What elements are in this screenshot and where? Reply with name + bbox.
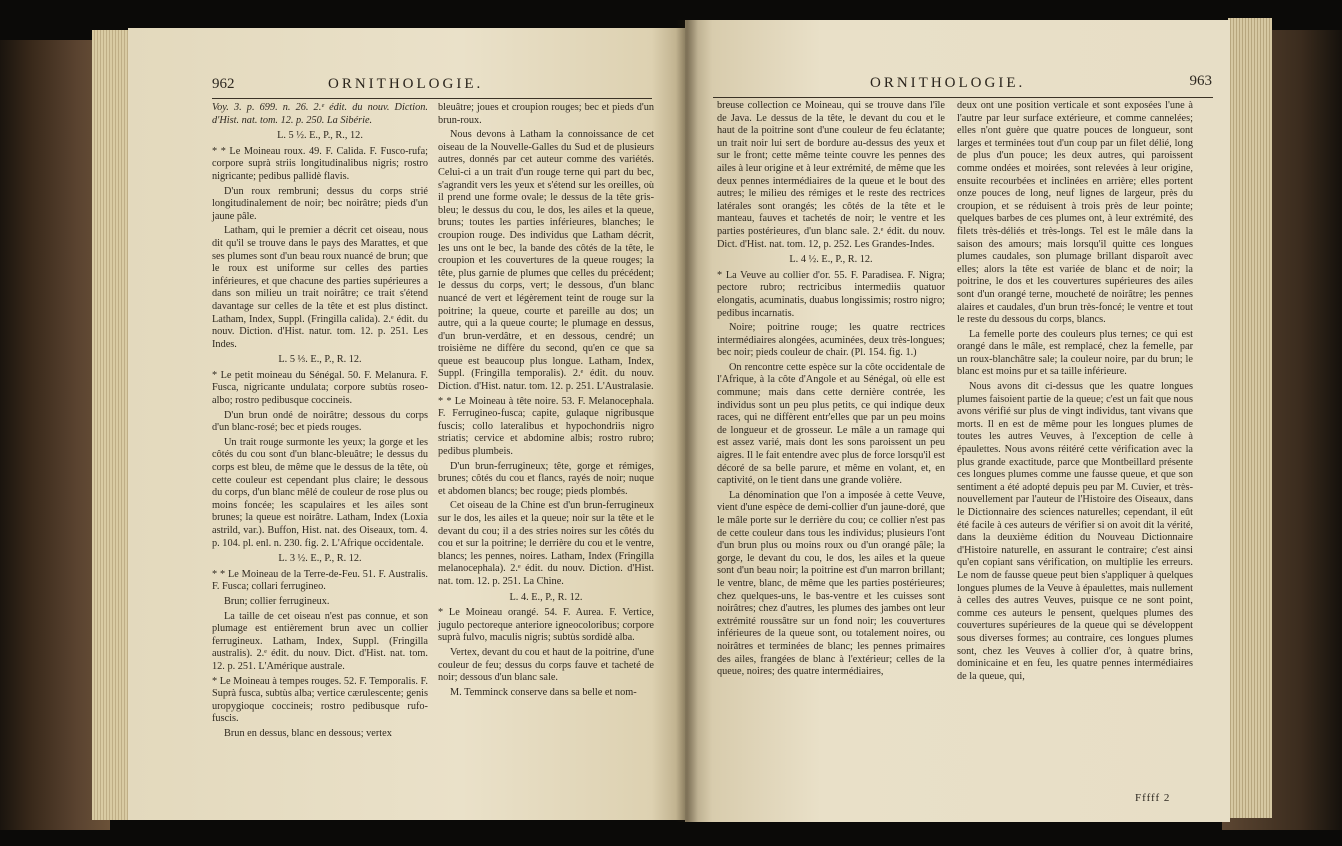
paragraph: Nous avons dit ci-dessus que les quatre longues plumes faisoient partie de la queue; c'est un fait que nous avons vérifié sur plus de vingt individus, tant vivans que morts. Il en est de même pour les longues plumes de toutes les autres Veuves, à l'exception de celle à épaulettes. Nous avons réitéré cette vérification avec la plus grande exactitude, parce que Montbeillard présente ces longues plumes comme une fausse queue, et que son sentiment a été adopté depuis peu par M. Cuvier, et très-nouvellement par l'auteur de l'Histoire des Oiseaux, dans le Dictionnaire des sciences naturelles; cependant, il eût été facile à ces auteurs de vérifier si on avoit dit la vérité, dans la deuxième édition du Nouveau Dictionnaire d'Histoire naturelle, en assurant le contraire; c'est ainsi qu'en copiant sans vérification, on multiplie les erreurs. Le nom de fausse queue peut bien s'appliquer à quelques longues plumes de la Veuve à épaulettes, mais nullement à celles des autres Veuves, puisque ce ne sont point, comme ces auteurs le pensent, quelques plumes des couvertures supérieures de la queue qui se développent sous diverses formes; au contraire, ces longues plumes sont, chez les Veuves à collier d'or, à quatre brins, dominicaine et en feu, les quatre pennes intermédiaires de la queue, qui, — [957, 381, 1193, 682]
entry-heading: bleuâtre; joues et croupion rouges; bec et pieds d'un brun-roux. — [438, 102, 654, 126]
signature-mark: Fffff 2 — [1135, 792, 1171, 804]
left-head-rule — [212, 98, 652, 99]
paragraph: La dénomination que l'on a imposée à cette Veuve, vient d'une espèce de demi-collier d'un jaune-doré, que le mâle porte sur le derrière du cou; ce collier n'est pas de cette couleur dans tous les individus; plusieurs l'ont d'un brun plus ou moins roux ou d'un orangé pâle; la gorge, le devant du cou, le dos, les ailes et la queue sont d'un beau noir; la poitrine est d'un marron brillant; le ventre, blanc, de même que les parties postérieures; chez quelques-uns, le bas-ventre et les cuisses sont noirâtres; chez d'autres, les plumes des jambes ont leur extrémité roussâtre sur un fond noir; les couvertures inférieures de la queue sont, ou totalement noires, ou noirâtres et terminées de blanc; les pennes primaires des ailes, frangées de blanc à l'extérieur; celles de la queue, noires; des quatre intermédiaires, — [717, 489, 945, 678]
measurement-line: L. 4 ½. E., P., R. 12. — [789, 254, 873, 266]
entry-heading: breuse collection ce Moineau, qui se trouve dans l'île de Java. Le dessus de la tête, le devant du cou et le haut de la poitrine sont d'une couleur de feu éclatante; un trait noir lui sert de bordure au-dessus des yeux et sur le front; cette même teinte couvre les pennes des ailes à leur origine et à leur extrémité, de même que les deux pennes intermédiaires de la queue et le bout des autres; le milieu des rémiges et le reste des rectrices latérales sont orangés; les côtés de la tête et le manteau, fauves et tachetés de noir; le ventre et les parties postérieures, d'un blanc sale. 2.ᵉ édit. du nouv. Dict. d'Hist. nat. tom. 12, p. 252. Les Grandes-Indes. — [717, 100, 945, 250]
left-page-number: 962 — [212, 76, 235, 92]
left-column-1 — [212, 102, 428, 743]
paragraph: Noire; poitrine rouge; les quatre rectrices intermédiaires alongées, acuminées, deux très-longues; bec noir; pieds couleur de chair. (Pl. 154. fig. 1.) — [717, 322, 945, 359]
paragraph: Nous devons à Latham la connoissance de cet oiseau de la Nouvelle-Galles du Sud et de plusieurs autres, donnés par cet auteur comme des variétés. Celui-ci a un trait d'un rouge terne qui part du bec, s'agrandit vers les yeux et s'étend sur les oreilles, où il prend une forme ovale; le dessus de la tête gris-bleu; le dessus du cou, le dos, les ailes et la queue, bruns; toutes les parties inférieures, blanches; le croupion rouge. Des individus que Latham décrit, les uns ont le bec, la bande des côtés de la tête, le croupion et les couvertures de la queue rouges; la tête, plus garnie de plumes que celles du précédent; le dessus du corps, vert; le dessous, d'un blanc nuancé de vert et légèrement teint de rouge sur la poitrine; la queue, courte et pareille au dos; un autre, qui a la queue courte; le plumage en dessus, d'un brun-verdâtre, et en dessous, cendré; un troisième ne diffère du second, qu'en ce que sa queue est beaucoup plus longue. Latham, Index, Suppl. (Fringilla temporalis). 2.ᵉ édit. du nouv. Diction. d'Hist. natur. tom. 12. p. 251. L'Australasie. — [438, 129, 654, 393]
right-head-rule — [713, 97, 1213, 98]
paragraph: Voy. 3. p. 699. n. 26. 2.ᵉ édit. du nouv. Diction. d'Hist. nat. tom. 12. p. 250. La Sibérie. — [212, 102, 428, 126]
paragraph: M. Temminck conserve dans sa belle et nom- — [450, 686, 637, 698]
entry-heading: * * Le Moineau roux. 49. F. Calida. F. Fusco-rufa; corpore suprà striis longitudinalibus nigris; rostro nigricante; pedibus pallidè flavis. — [212, 145, 428, 182]
measurement-line: L. 5 ⅓. E., P., R. 12. — [278, 354, 362, 366]
page-edges-right — [1228, 18, 1272, 818]
entry-heading: * * Le Moineau de la Terre-de-Feu. 51. F. Australis. F. Fusca; collari ferrugineo. — [212, 568, 428, 593]
entry-heading: * * Le Moineau à tête noire. 53. F. Melanocephala. F. Ferrugineo-fusca; capite, gulaque nigribusque fuscis; collo lateralibus et hypochondriis nigro striatis; cervice et abdomine albis; rostro rubro; pedibus plumbeis. — [438, 395, 654, 458]
paragraph: D'un roux rembruni; dessus du corps strié longitudinalement de noir; bec noirâtre; pieds d'un jaune pâle. — [212, 185, 428, 222]
right-running-head: ORNITHOLOGIE. — [870, 75, 1026, 91]
paragraph: Vertex, devant du cou et haut de la poitrine, d'une couleur de feu; dessus du corps fauve et tacheté de noir; dessous d'un blanc sale. — [438, 646, 655, 684]
right-page — [685, 20, 1230, 822]
left-page — [128, 28, 685, 820]
paragraph: Brun; collier ferrugineux. — [224, 595, 330, 607]
measurement-line: L. 3 ½. E., P., R. 12. — [278, 553, 362, 565]
entry-heading: * La Veuve au collier d'or. 55. F. Paradisea. F. Nigra; pectore rubro; rectricibus intermediis quatuor elongatis, acuminatis, duabus longissimis; rostro nigro; pedibus incarnatis. — [717, 269, 945, 319]
paragraph: La femelle porte des couleurs plus ternes; ce qui est orangé dans le mâle, est remplacé, chez la femelle, par un roux-blanchâtre sale; la couleur noire, par du brun; le blanc est moins pur et sa taille inférieure. — [957, 328, 1193, 378]
paragraph: La taille de cet oiseau n'est pas connue, et son plumage est entièrement brun avec un collier ferrugineux. Latham, Index, Suppl. (Fringilla australis). 2.ᵉ édit. du nouv. Dict. d'Hist. nat. tom. 12. p. 251. L'Amérique australe. — [212, 610, 428, 672]
left-running-head: ORNITHOLOGIE. — [328, 76, 484, 92]
paragraph: Brun en dessus, blanc en dessous; vertex — [224, 727, 392, 739]
right-page-number: 963 — [1189, 73, 1212, 89]
entry-heading: * Le Moineau orangé. 54. F. Aurea. F. Vertice, jugulo pectoreque anteriore igneocoloribus; corpore suprà fulvo, maculis nigris; subtùs sordidè alba. — [438, 607, 654, 644]
paragraph: Un trait rouge surmonte les yeux; la gorge et les côtés du cou sont d'un blanc-bleuâtre; le dessus du corps est bleu, de même que le dessus de la tête, où cette couleur est cependant plus claire; le dessous du corps, d'un blanc mêlé de couleur de rose plus ou moins foncée; les scapulaires et les ailes sont brunes; la queue est noirâtre. Latham, Index (Loxia astrild, var.). Buffon, Hist. nat. des Oiseaux, tom. 4. p. 104. pl. enl. n. 230. fig. 2. L'Afrique occidentale. — [212, 436, 428, 549]
paragraph: On rencontre cette espèce sur la côte occidentale de l'Afrique, à la côte d'Angole et au Sénégal, où elle est commune; mais dans cette dernière contrée, les individus sont un peu plus petits, ce qui indique deux races, qui ne diffèrent entr'elles que par un peu moins de longueur et de grosseur. Le mâle a un ramage qui est assez varié, mais dont les sons paroissent un peu aigres. Il le fait entendre avec plus de force lorsqu'il est décoré de sa belle parure, et même en volant, et, en captivité, on le tient dans une grande volière. — [717, 361, 945, 487]
paragraph: Cet oiseau de la Chine est d'un brun-ferrugineux sur le dos, les ailes et la queue; noir sur la tête et le devant du cou; il a des stries noires sur les côtés du cou et sur la poitrine; le derrière du cou et le ventre, blancs; les pennes, noires. Latham, Index (Fringilla melanocephala). 2.ᵉ édit. du nouv. Diction. d'Hist. nat. tom. 12. p. 251. La Chine. — [438, 500, 654, 587]
right-column-1 — [717, 100, 945, 681]
paragraph: D'un brun ondé de noirâtre; dessous du corps d'un blanc-rosé; bec et pieds rouges. — [212, 409, 428, 434]
measurement-line: L. 5 ½. E., P., R., 12. — [277, 130, 363, 142]
right-column-2 — [957, 100, 1193, 685]
measurement-line: L. 4. E., P., R. 12. — [509, 591, 583, 603]
entry-heading: deux ont une position verticale et sont exposées l'une à l'autre par leur surface extérieure, et comme cannelées; elles n'ont guère que quatre pouces de longueur, sont larges et terminées tout d'un coup par un filet délié, long de plus d'un pouce; les deux autres, qui paroissent comme ondées et moirées, sont relevées à leur origine, ensuite recourbées et inclinées en arrière; elles portent onze pouces de long, neuf lignes de largeur, près du croupion, et se réduisent à trois près de leur pointe; quelques barbes de ces plumes ont, à leur extrémité, des filets très-déliés et très-longs. Tel est le mâle dans la saison des amours; mais lorsqu'il quitte ces longues plumes caudales, son plumage brillant disparoît avec elles; alors la tête est variée de blanc et de noir; la poitrine, le dos et les couvertures supérieures des ailes sont d'un orangé terne, moucheté de noirâtre; les pennes alaires et caudales, d'un brun très-foncé; le ventre et tout le reste du dessous du corps, blancs. — [957, 100, 1193, 326]
entry-heading: * Le Moineau à tempes rouges. 52. F. Temporalis. F. Suprà fusca, subtùs alba; vertice cærulescente; genis uropygioque coccineis; rostro pedibusque rufo-fuscis. — [212, 675, 428, 725]
paragraph: D'un brun-ferrugineux; tête, gorge et rémiges, brunes; côtés du cou et flancs, rayés de noir; nuque et abdomen blancs; bec rouge; pieds plombés. — [438, 460, 654, 497]
entry-heading: * Le petit moineau du Sénégal. 50. F. Melanura. F. Fusca, nigricante undulata; corpore subtùs roseo-albo; rostro pedibusque coccineis. — [212, 369, 428, 407]
paragraph: Latham, qui le premier a décrit cet oiseau, nous dit qu'il se trouve dans le pays des Marattes, et que ses plumes sont d'un beau roux nuancé de brun; que le roux est uniforme sur celles des parties inférieures, et que chacune des parties supérieures a dans son milieu un trait noirâtre; ce trait s'étend davantage sur celles de la tête et est plus distinct. Latham, Index, Suppl. (Fringilla calida). 2.ᵉ édit. du nouv. Diction. d'Hist. natur. tom. 12. p. 251. Les Indes. — [212, 225, 428, 350]
page-edges-left — [92, 30, 132, 820]
left-column-2 — [438, 102, 654, 701]
